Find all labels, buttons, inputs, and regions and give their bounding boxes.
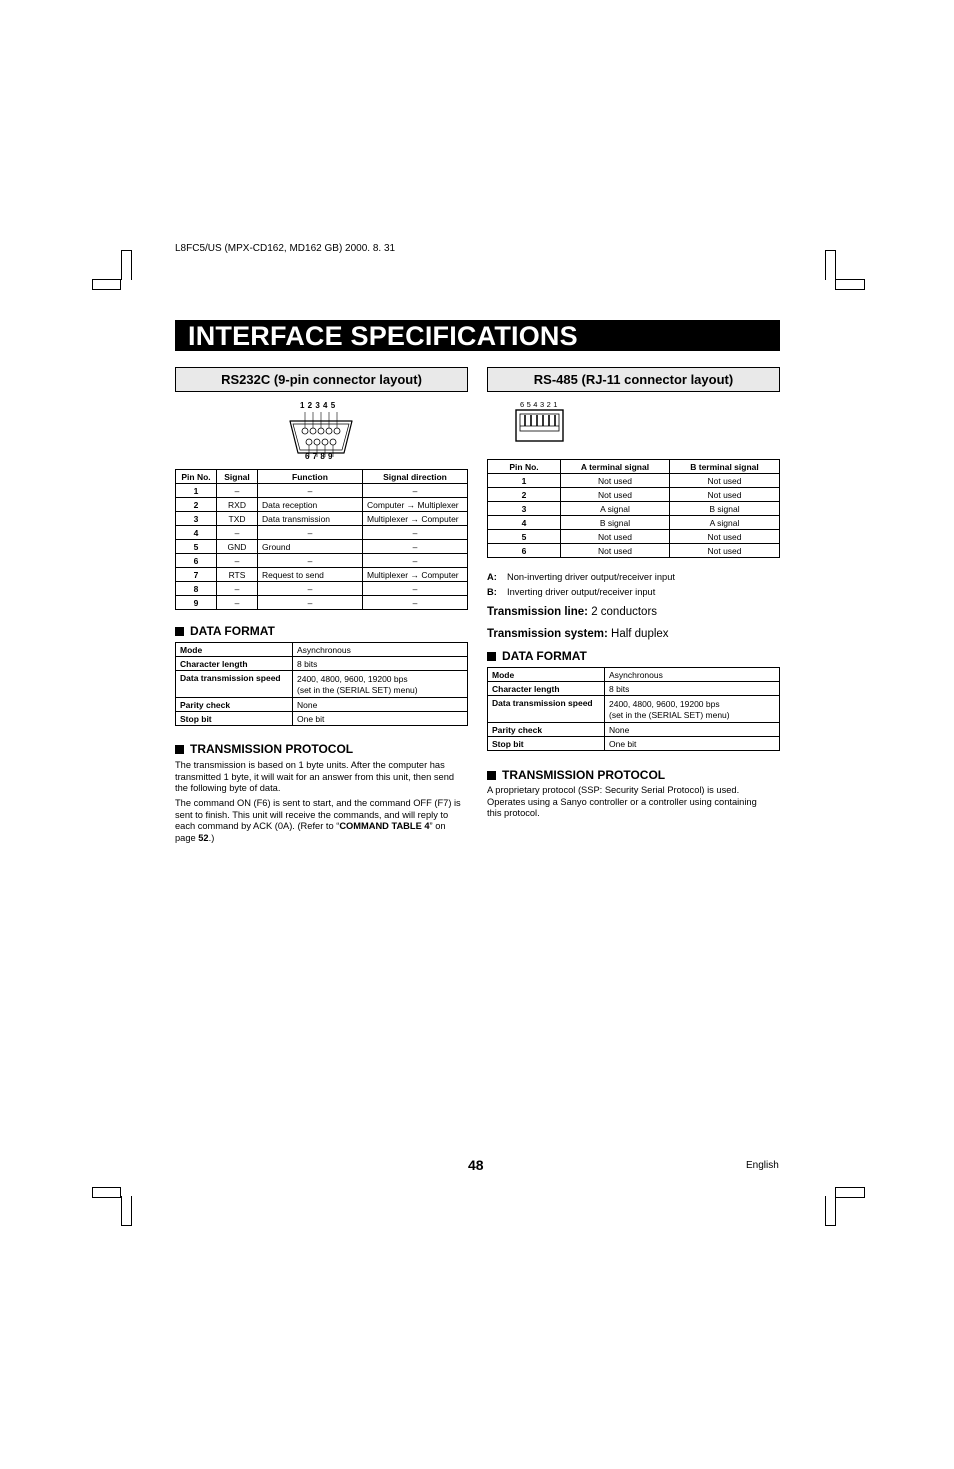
param-value: Asynchronous [293, 643, 468, 657]
col-a-terminal: A terminal signal [561, 460, 670, 474]
rj11-connector-icon [515, 409, 565, 443]
rs232c-section-title: RS232C (9-pin connector layout) [175, 367, 468, 392]
function: Data transmission [258, 512, 363, 526]
crop-mark-top-left-v [121, 250, 132, 280]
heading-text: DATA FORMAT [190, 624, 275, 638]
signal-direction: – [363, 526, 468, 540]
col-signal: Signal [217, 470, 258, 484]
signal-direction: – [363, 540, 468, 554]
note-label: A: [487, 572, 497, 582]
system-label: Transmission system: [487, 628, 608, 640]
col-function: Function [258, 470, 363, 484]
function: – [258, 526, 363, 540]
crop-mark-bottom-left-v [121, 1196, 132, 1226]
col-b-terminal: B terminal signal [670, 460, 780, 474]
page-title: INTERFACE SPECIFICATIONS [188, 321, 578, 351]
command-table-ref: COMMAND TABLE 4 [339, 821, 430, 831]
table-row [488, 502, 780, 516]
param-value: One bit [293, 712, 468, 726]
param-label: Data transmission speed [176, 671, 293, 698]
function: – [258, 484, 363, 498]
table-row [488, 737, 780, 751]
speed-note: (set in the (SERIAL SET) menu) [609, 709, 730, 720]
param-label: Data transmission speed [488, 696, 605, 723]
heading-text: TRANSMISSION PROTOCOL [502, 768, 666, 782]
a-signal: Not used [561, 474, 670, 488]
transmission-system [487, 628, 669, 640]
table-row [176, 671, 468, 698]
pin-no: 3 [488, 502, 561, 516]
db9-connector-diagram [285, 401, 357, 463]
signal: RXD [217, 498, 258, 512]
signal: – [217, 582, 258, 596]
signal-direction: – [363, 582, 468, 596]
left-data-format-table [175, 642, 468, 726]
param-label: Character length [488, 682, 605, 696]
signal: GND [217, 540, 258, 554]
speed-value: 2400, 4800, 9600, 19200 bps [297, 674, 408, 684]
b-signal: Not used [670, 544, 780, 558]
db9-connector-icon [285, 411, 357, 457]
crop-mark-top-right [835, 279, 865, 290]
pin-no: 1 [488, 474, 561, 488]
pin-no: 5 [488, 530, 561, 544]
signal-direction: – [363, 484, 468, 498]
crop-mark-bottom-left [92, 1187, 121, 1198]
page-ref: 52 [198, 832, 209, 843]
pin-no: 5 [176, 540, 217, 554]
crop-mark-top-left [92, 279, 121, 290]
table-row [488, 668, 780, 682]
note-text: Non-inverting driver output/receiver input [507, 572, 675, 582]
pin-no: 9 [176, 596, 217, 610]
col-signal-direction: Signal direction [363, 470, 468, 484]
signal: – [217, 554, 258, 568]
table-row [176, 484, 468, 498]
param-value: None [293, 698, 468, 712]
function: Ground [258, 540, 363, 554]
b-signal: Not used [670, 530, 780, 544]
speed-note: (set in the (SERIAL SET) menu) [297, 684, 418, 695]
table-row [488, 696, 780, 723]
note-label: B: [487, 587, 497, 597]
a-signal: Not used [561, 544, 670, 558]
system-value: Half duplex [611, 628, 669, 640]
signal: RTS [217, 568, 258, 582]
right-protocol-heading [487, 768, 665, 782]
table-row [488, 474, 780, 488]
table-row [176, 582, 468, 596]
transmission-line [487, 606, 657, 618]
square-bullet-icon [175, 627, 184, 636]
page-number: 48 [468, 1157, 484, 1173]
table-row [176, 712, 468, 726]
pin-no: 1 [176, 484, 217, 498]
signal-direction: – [363, 596, 468, 610]
db9-bottom-pin-numbers: 6 7 8 9 [305, 452, 333, 461]
a-signal: Not used [561, 488, 670, 502]
table-row [176, 568, 468, 582]
b-signal: Not used [670, 474, 780, 488]
table-row [176, 657, 468, 671]
crop-mark-bottom-right-v [825, 1196, 836, 1226]
table-row [176, 698, 468, 712]
rj11-pin-numbers: 6 5 4 3 2 1 [520, 400, 558, 409]
a-signal: B signal [561, 516, 670, 530]
table-row [488, 488, 780, 502]
rs485-pin-table [487, 459, 780, 558]
b-signal: Not used [670, 488, 780, 502]
pin-no: 8 [176, 582, 217, 596]
line-label: Transmission line: [487, 606, 588, 618]
param-value [293, 671, 468, 698]
left-protocol-paragraph-2 [175, 798, 465, 844]
pin-no: 4 [176, 526, 217, 540]
param-value: Asynchronous [605, 668, 780, 682]
pin-no: 7 [176, 568, 217, 582]
table-row [488, 530, 780, 544]
table-row [488, 723, 780, 737]
right-data-format-heading [487, 649, 587, 663]
param-label: Parity check [488, 723, 605, 737]
param-value: None [605, 723, 780, 737]
language-label: English [746, 1160, 779, 1171]
pin-no: 6 [488, 544, 561, 558]
speed-value: 2400, 4800, 9600, 19200 bps [609, 699, 720, 709]
text: .) [208, 832, 215, 843]
col-pin-no: Pin No. [488, 460, 561, 474]
signal-direction: – [363, 554, 468, 568]
left-protocol-paragraph-1: The transmission is based on 1 byte units. After the computer has transmitted 1 byte, it will wait for an answer from this unit, then send the following byte of data. [175, 760, 455, 793]
function: – [258, 596, 363, 610]
line-value: 2 conductors [591, 606, 658, 618]
signal: – [217, 484, 258, 498]
param-value: One bit [605, 737, 780, 751]
signal-direction: Computer → Multiplexer [363, 498, 468, 512]
right-protocol-paragraph: A proprietary protocol (SSP: Security Serial Protocol) is used. Operates using a Sanyo controller or a controller using containing this protocol. [487, 785, 757, 818]
square-bullet-icon [487, 771, 496, 780]
table-row [488, 682, 780, 696]
pin-no: 2 [488, 488, 561, 502]
table-row [488, 544, 780, 558]
right-data-format-table [487, 667, 780, 751]
function: Request to send [258, 568, 363, 582]
pin-no: 3 [176, 512, 217, 526]
header-note: L8FC5/US (MPX-CD162, MD162 GB) 2000. 8. 31 [175, 243, 396, 254]
crop-mark-top-right-v [825, 250, 836, 280]
note-a [487, 572, 675, 582]
param-label: Mode [176, 643, 293, 657]
param-label: Mode [488, 668, 605, 682]
a-signal: A signal [561, 502, 670, 516]
function: – [258, 554, 363, 568]
note-text: Inverting driver output/receiver input [507, 587, 656, 597]
signal: TXD [217, 512, 258, 526]
signal-direction: Multiplexer → Computer [363, 568, 468, 582]
signal: – [217, 596, 258, 610]
param-value: 8 bits [605, 682, 780, 696]
signal: – [217, 526, 258, 540]
table-row [176, 554, 468, 568]
pin-no: 2 [176, 498, 217, 512]
square-bullet-icon [487, 652, 496, 661]
db9-top-pin-numbers: 1 2 3 4 5 [300, 401, 336, 410]
heading-text: TRANSMISSION PROTOCOL [190, 742, 354, 756]
note-b [487, 587, 655, 597]
pin-no: 6 [176, 554, 217, 568]
a-signal: Not used [561, 530, 670, 544]
text: The command ON (F6) is sent to start, and the command OFF (F7) is sent to finish. This unit will receive the commands, and will reply to each command by ACK (0A). (Refer to “ [175, 798, 461, 831]
signal-direction: Multiplexer → Computer [363, 512, 468, 526]
param-label: Parity check [176, 698, 293, 712]
left-protocol-heading [175, 742, 353, 756]
table-row [176, 540, 468, 554]
function: Data reception [258, 498, 363, 512]
square-bullet-icon [175, 745, 184, 754]
rj11-connector-diagram [515, 400, 565, 444]
table-row [176, 512, 468, 526]
rs232c-pin-table [175, 469, 468, 610]
col-pin-no: Pin No. [176, 470, 217, 484]
left-data-format-heading [175, 624, 275, 638]
param-label: Character length [176, 657, 293, 671]
rs485-section-title: RS-485 (RJ-11 connector layout) [487, 367, 780, 392]
param-label: Stop bit [488, 737, 605, 751]
table-row [176, 643, 468, 657]
heading-text: DATA FORMAT [502, 649, 587, 663]
param-value [605, 696, 780, 723]
table-row [176, 596, 468, 610]
table-header-row [488, 460, 780, 474]
b-signal: B signal [670, 502, 780, 516]
pin-no: 4 [488, 516, 561, 530]
table-row [176, 498, 468, 512]
crop-mark-bottom-right [835, 1187, 865, 1198]
text: ” on page [175, 821, 446, 843]
table-header-row [176, 470, 468, 484]
b-signal: A signal [670, 516, 780, 530]
param-value: 8 bits [293, 657, 468, 671]
title-bar [175, 320, 780, 351]
table-row [176, 526, 468, 540]
param-label: Stop bit [176, 712, 293, 726]
table-row [488, 516, 780, 530]
function: – [258, 582, 363, 596]
